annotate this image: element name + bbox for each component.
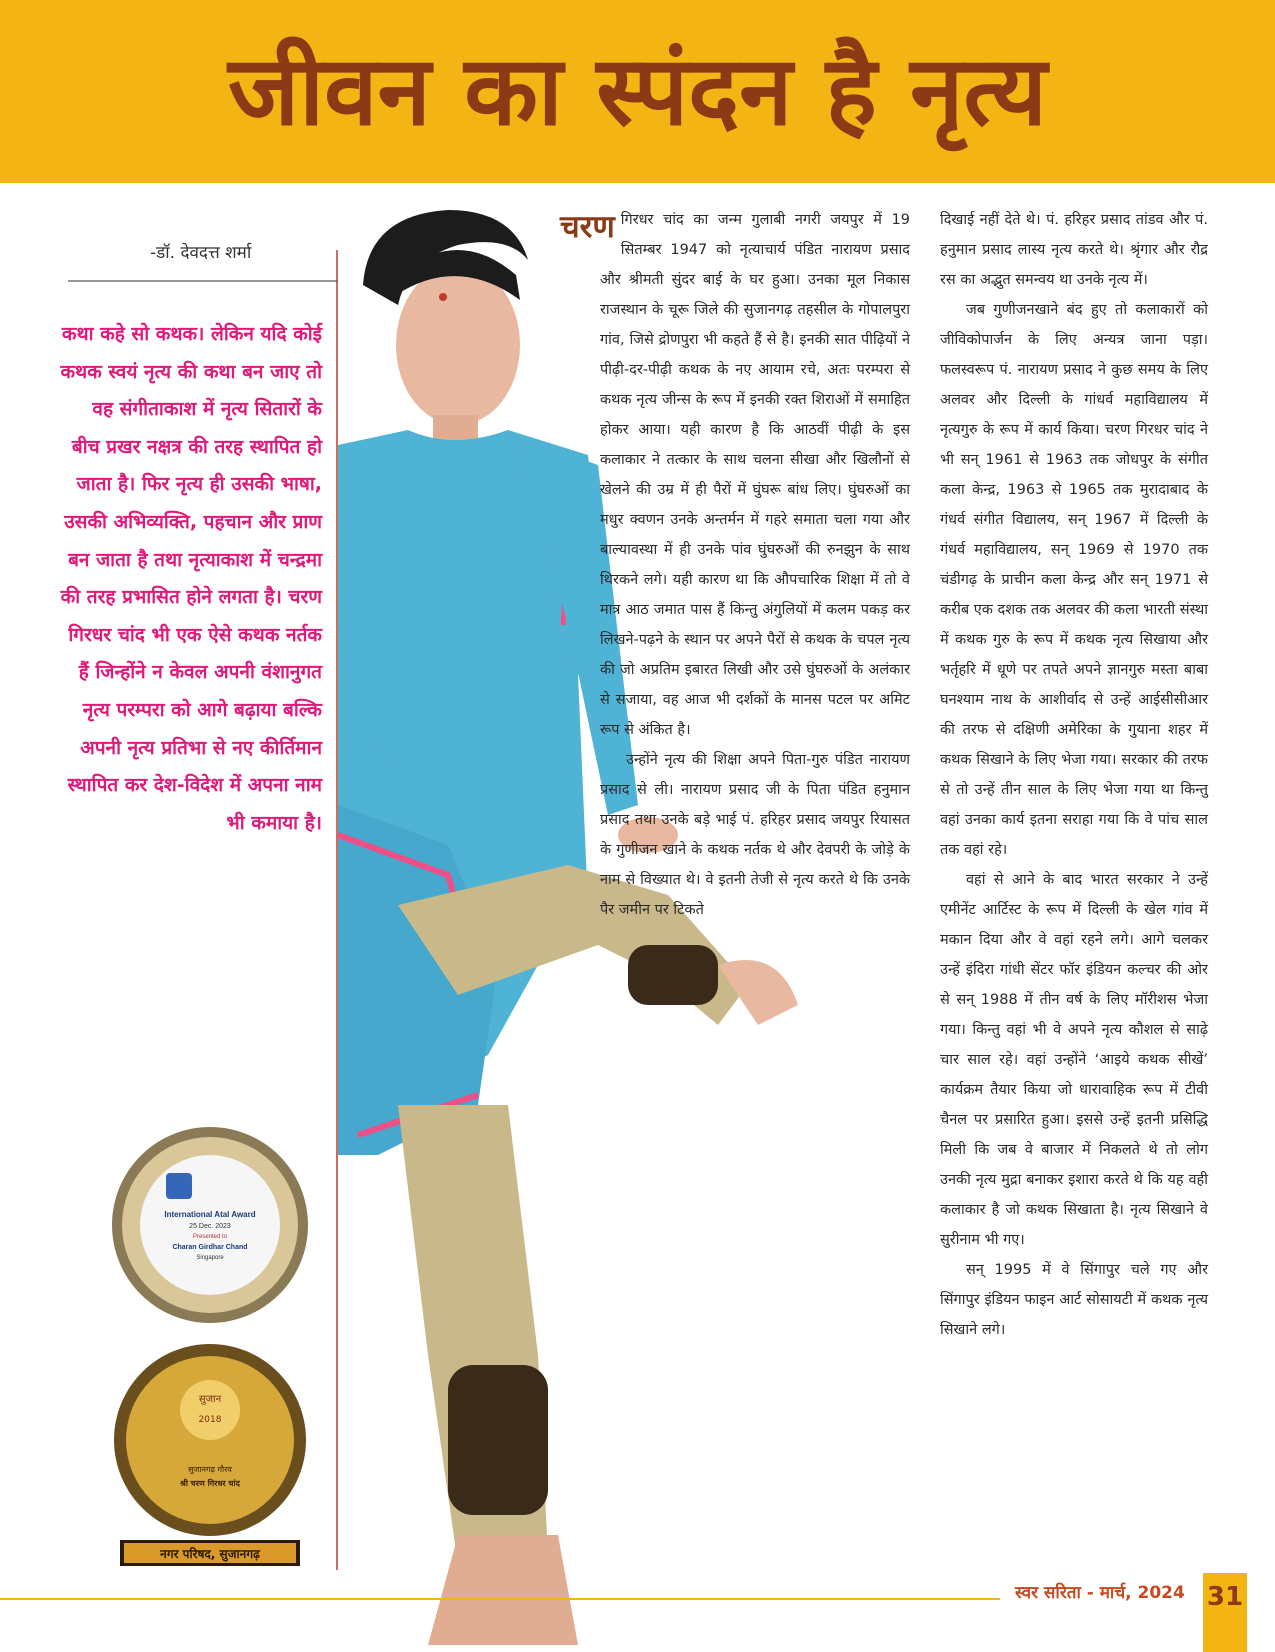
article-paragraph: गिरधर चांद का जन्म गुलाबी नगरी जयपुर में 19 सितम्बर 1947 को नृत्याचार्य पंडित नारायण प्रसाद और श्रीमती सुंदर बाई के घर हुआ। उनका मूल निकास राजस्थान के चूरू जिले की सुजानगढ़ तहसील के गोपालपुरा गांव, जिसे द्रोणपुरा भी कहते हैं से है। इनकी सात पीढ़ियों ने पीढ़ी-दर-पीढ़ी कथक के नए आयाम रचे, अतः परम्परा से कथक नृत्य जीन्स के रूप में इनकी रक्त शिराओं में समाहित होकर आया। यही कारण है कि आठवीं पीढ़ी के इस कलाकार ने तत्कार के साथ चलना सीखा और खिलौनों से खेलने की उम्र में ही पैरों में घुंघरू बांध लिए। घुंघरुओं का मधुर क्वणन उनके अन्तर्मन में गहरे समाता चला गया और बाल्यावस्था में ही उनके पांव घुंघरुओं की रुनझुन के साथ थिरकने लगे। यही कारण था कि औपचारिक शिक्षा में तो वे मात्र आठ जमात पास हैं किन्तु अंगुलियों में कलम पकड़ कर लिखने-पढ़ने के स्थान पर अपने पैरों से कथक के चपल नृत्य की जो अप्रतिम इबारत लिखी और उसे घुंघरुओं के अलंकार से सजाया, वह आज भी दर्शकों के मानस पटल पर अमिट रूप से अंकित है। — [600, 212, 910, 738]
award-plaque-international-atal — [110, 1125, 310, 1325]
award2-plate: नगर परिषद, सुजानगढ़ — [160, 1547, 260, 1561]
page-title: जीवन का स्पंदन है नृत्य — [228, 35, 1047, 147]
award1-title: International Atal Award — [164, 1210, 256, 1219]
author-byline: -डॉ. देवदत्त शर्मा — [150, 243, 252, 263]
award2-line2: श्री चरण गिरधर चांद — [180, 1479, 240, 1488]
award-trophy-sujangarh — [110, 1340, 310, 1570]
pull-quote: कथा कहे सो कथक। लेकिन यदि कोई कथक स्वयं नृत्य की कथा बन जाए तो वह संगीताकाश में नृत्य सितारों के बीच प्रखर नक्षत्र की तरह स्थापित हो जाता है। फिर नृत्य ही उसकी भाषा, उसकी अभिव्यक्ति, पहचान और प्राण बन जाता है तथा नृत्याकाश में चन्द्रमा की तरह प्रभासित होने लगता है। चरण गिरधर चांद भी एक ऐसे कथक नर्तक हैं जिन्होंने न केवल अपनी वंशानुगत नृत्य परम्परा को आगे बढ़ाया बल्कि अपनी नृत्य प्रतिभा से नए कीर्तिमान स्थापित कर देश-विदेश में अपना नाम भी कमाया है। — [60, 323, 322, 834]
award2-year: 2018 — [198, 1415, 222, 1425]
article-paragraph: जब गुणीजनखाने बंद हुए तो कलाकारों को जीविकोपार्जन के लिए अन्यत्र जाना पड़ा। फलस्वरूप पं. नारायण प्रसाद ने कुछ समय के लिए अलवर और दिल्ली के गांधर्व महाविद्यालय में नृत्यगुरु के रूप में कार्य किया। चरण गिरधर चांद ने भी सन् 1961 से 1963 तक जोधपुर के संगीत कला केन्द्र, 1963 से 1965 तक मुरादाबाद के गंधर्व संगीत विद्यालय, सन् 1967 में दिल्ली के गंधर्व महाविद्यालय, सन् 1969 से 1970 तक चंडीगढ़ के प्राचीन कला केन्द्र और सन् 1971 से करीब एक दशक तक अलवर की कला भारती संस्था में कथक गुरु के रूप में कथक नृत्य सिखाया और भर्तृहरि में धूणे पर तपते अपने ज्ञानगुरु मस्ता बाबा घनश्याम नाथ के आशीर्वाद से उन्हें आईसीसीआर की तरफ से दक्षिणी अमेरिका के गुयाना शहर में कथक सिखाने के लिए भेजा गया। सरकार की तरफ से तो उन्हें तीन साल के लिए भेजा गया था किन्तु वहां उनका कार्य इतना सराहा गया कि वे पांच साल तक वहां रहे। — [940, 302, 1208, 858]
page-number: 31 — [1203, 1573, 1247, 1621]
footer-rule — [0, 1598, 1000, 1600]
article-paragraph: दिखाई नहीं देते थे। पं. हरिहर प्रसाद तांडव और पं. हनुमान प्रसाद लास्य नृत्य करते थे। श्रृंगार और रौद्र रस का अद्भुत समन्वय था उनके नृत्य में। — [940, 212, 1208, 288]
award1-place: Singapore — [196, 1255, 224, 1261]
award1-presented: Presented to — [192, 1234, 228, 1240]
article-column-middle — [560, 205, 910, 1645]
award2-top: सुजान — [198, 1394, 222, 1405]
award2-line1: सुजानगढ़ गौरव — [188, 1465, 232, 1474]
article-paragraph: वहां से आने के बाद भारत सरकार ने उन्हें एमीनेंट आर्टिस्ट के रूप में दिल्ली के खेल गांव में मकान दिया और वे वहां रहने लगे। आगे चलकर उन्हें इंदिरा गांधी सेंटर फॉर इंडियन कल्चर की ओर से सन् 1988 में तीन वर्ष के लिए मॉरीशस भेजा गया। किन्तु वहां भी वे अपने नृत्य कौशल से साढ़े चार साल रहे। वहां उन्होंने ‘आइये कथक सीखें’ कार्यक्रम तैयार किया जो धारावाहिक रूप में टीवी चैनल पर प्रसारित हुआ। इससे उन्हें इतनी प्रसिद्धि मिली कि जब वे बाजार में निकलते थे तो लोग उनकी नृत्य मुद्रा बनाकर इशारा करते थे कि यह वही कलाकार है जो कथक सिखाता है। नृत्य सिखाने वे सुरीनाम भी गए। — [940, 872, 1208, 1248]
page-number-strip — [1203, 1621, 1247, 1652]
dropcap: चरण — [560, 209, 615, 245]
award1-recipient: Charan Girdhar Chand — [172, 1244, 248, 1251]
byline-rule — [68, 280, 338, 282]
award1-date: 25 Dec. 2023 — [189, 1223, 231, 1230]
article-paragraph: उन्होंने नृत्य की शिक्षा अपने पिता-गुरु पंडित नारायण प्रसाद से ली। नारायण प्रसाद जी के पिता पंडित हनुमान प्रसाद तथा उनके बड़े भाई पं. हरिहर प्रसाद जयपुर रियासत के गुणीजन खाने के कथक नर्तक थे और देवपरी के जोड़े के नाम से विख्यात थे। वे इतनी तेजी से नृत्य करते थे कि उनके पैर जमीन पर टिकते — [600, 752, 910, 918]
article-column-right — [940, 205, 1208, 1615]
article-paragraph: सन् 1995 में वे सिंगापुर चले गए और सिंगापुर इंडियन फाइन आर्ट सोसायटी में कथक नृत्य सिखाने लगे। — [940, 1262, 1208, 1338]
footer-magazine: स्वर सरिता - मार्च, 2024 — [1015, 1583, 1185, 1603]
